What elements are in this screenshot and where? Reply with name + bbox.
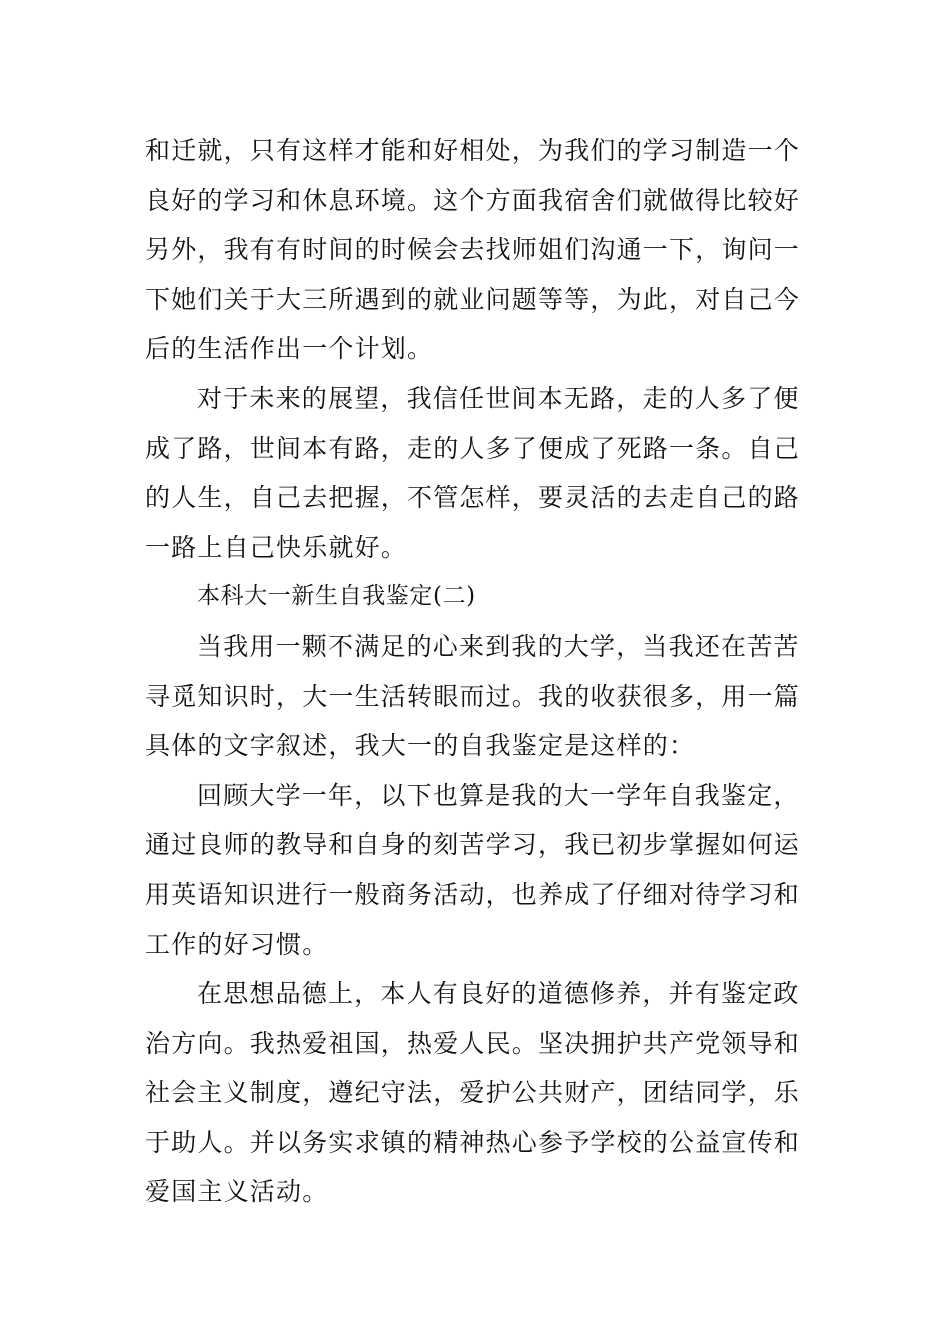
text-line: 用英语知识进行一般商务活动，也养成了仔细对待学习和 <box>145 879 801 909</box>
text-line: 寻觅知识时，大一生活转眼而过。我的收获很多，用一篇 <box>145 681 801 711</box>
heading-text: 本科大一新生自我鉴定(二) <box>197 583 476 610</box>
paragraph-4 <box>145 771 810 969</box>
document-body <box>145 126 810 1217</box>
text-line: 下她们关于大三所遇到的就业问题等等，为此，对自己今 <box>145 284 801 314</box>
text-line: 工作的好习惯。 <box>145 929 329 959</box>
text-line: 成了路，世间本有路，走的人多了便成了死路一条。自己 <box>145 433 801 463</box>
text-line: 回顾大学一年，以下也算是我的大一学年自我鉴定， <box>197 780 800 810</box>
text-line: 一路上自己快乐就好。 <box>145 532 408 562</box>
paragraph-5 <box>145 969 810 1217</box>
text-line: 对于未来的展望，我信任世间本无路，走的人多了便 <box>197 383 800 413</box>
section-heading <box>145 572 810 622</box>
paragraph-2 <box>145 374 810 572</box>
text-line: 在思想品德上，本人有良好的道德修养，并有鉴定政 <box>197 979 800 1009</box>
paragraph-1 <box>145 126 810 374</box>
text-line: 通过良师的教导和自身的刻苦学习，我已初步掌握如何运 <box>145 830 801 860</box>
text-line: 当我用一颗不满足的心来到我的大学，当我还在苦苦 <box>197 631 800 661</box>
text-line: 爱国主义活动。 <box>145 1177 329 1207</box>
text-line: 后的生活作出一个计划。 <box>145 334 434 364</box>
text-line: 另外，我有有时间的时候会去找师姐们沟通一下，询问一 <box>145 235 801 265</box>
text-line: 和迁就，只有这样才能和好相处，为我们的学习制造一个 <box>145 136 801 165</box>
text-line: 的人生，自己去把握，不管怎样，要灵活的去走自己的路 <box>145 483 801 513</box>
paragraph-3 <box>145 622 810 771</box>
text-line: 良好的学习和休息环境。这个方面我宿舍们就做得比较好 <box>145 185 801 215</box>
text-line: 社会主义制度，遵纪守法，爱护公共财产，团结同学，乐 <box>145 1078 801 1108</box>
text-line: 具体的文字叙述，我大一的自我鉴定是这样的： <box>145 731 696 761</box>
text-line: 于助人。并以务实求镇的精神热心参予学校的公益宣传和 <box>145 1127 801 1157</box>
text-line: 治方向。我热爱祖国，热爱人民。坚决拥护共产党领导和 <box>145 1028 801 1058</box>
